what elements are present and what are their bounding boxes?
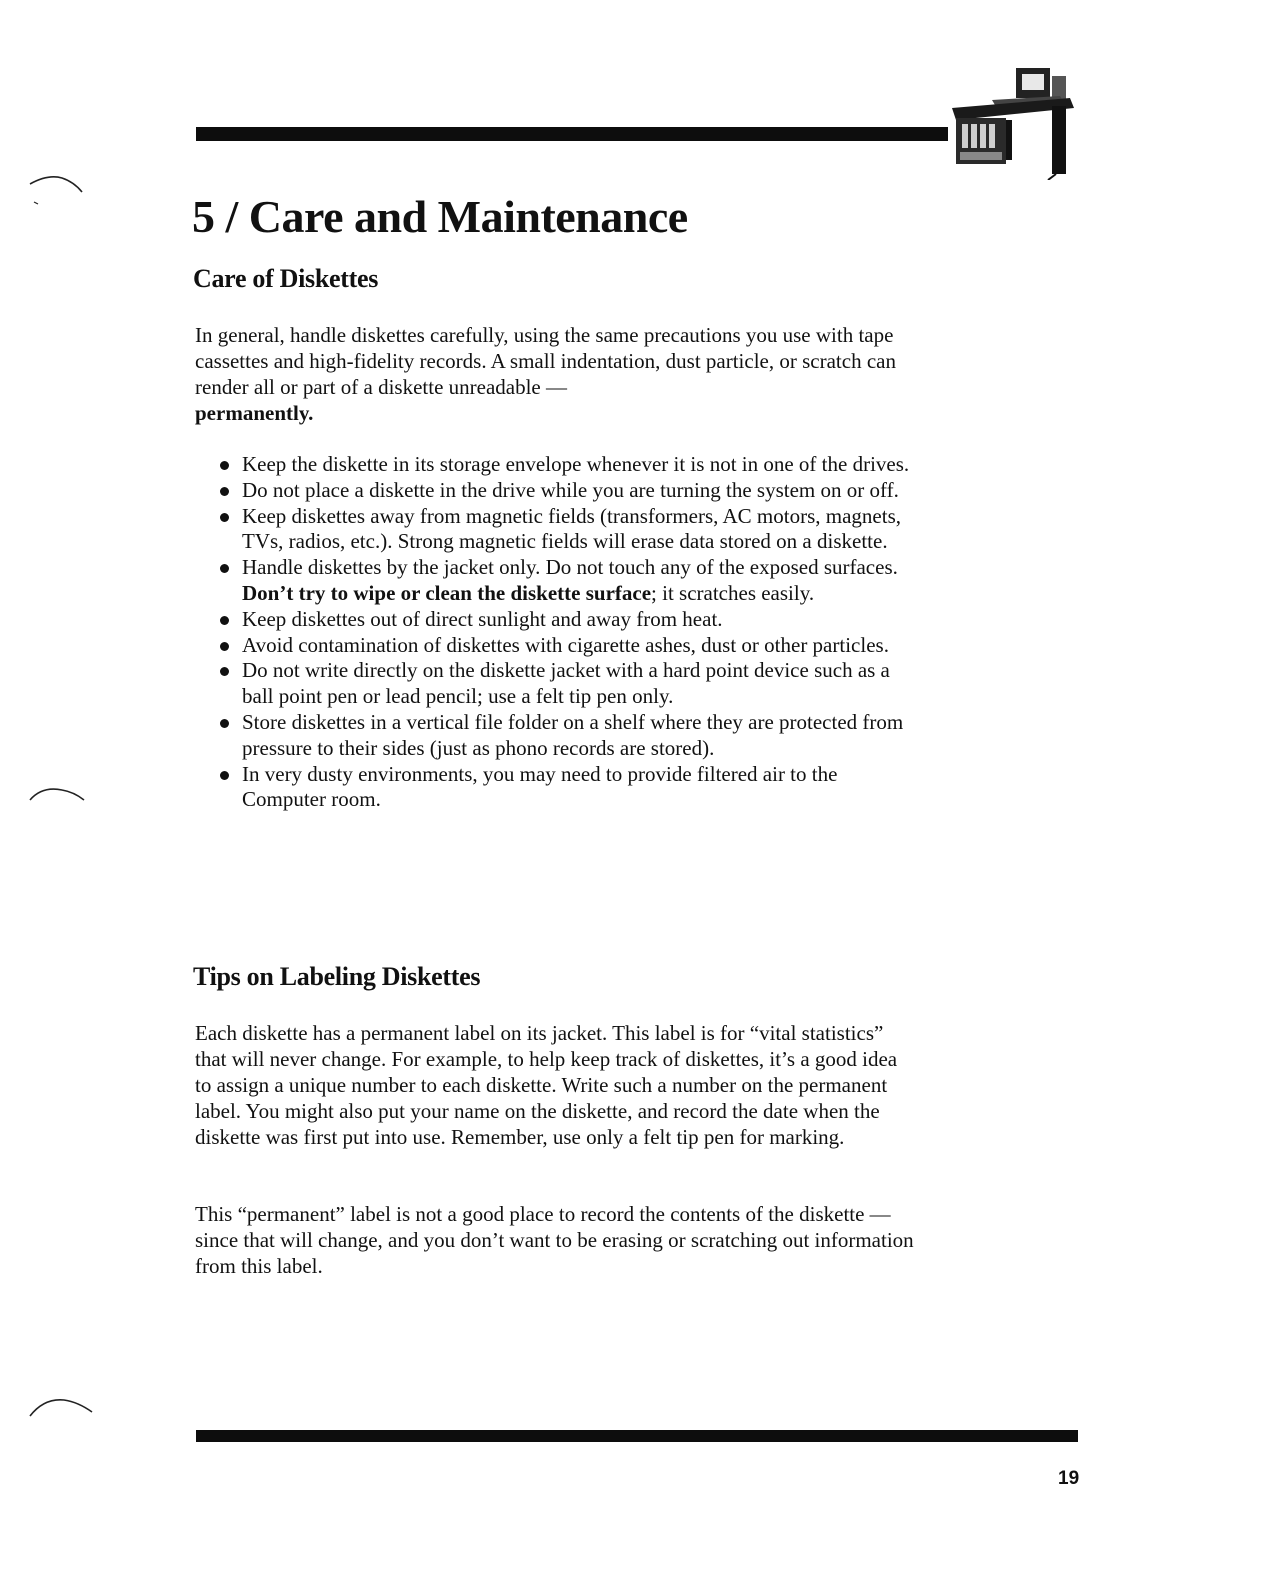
list-item-text: Do not write directly on the diskette jacket with a hard point device such as a ball point pen or lead pencil; use a felt tip pen only.	[242, 658, 890, 709]
list-item-text: Store diskettes in a vertical file folder on a shelf where they are protected from pressure to their sides (just as phono records are stored).	[242, 709, 904, 760]
margin-scribble	[28, 776, 98, 816]
bullet-icon	[220, 461, 229, 470]
margin-scribble	[28, 168, 98, 208]
list-item	[216, 452, 916, 478]
header-rule	[196, 127, 948, 141]
care-bullet-list	[216, 452, 916, 813]
bullet-icon	[220, 771, 229, 780]
list-item-text: Avoid contamination of diskettes with cigarette ashes, dust or other particles.	[242, 632, 889, 657]
list-item	[216, 633, 916, 659]
bullet-icon	[220, 487, 229, 496]
page-number: 19	[1058, 1468, 1080, 1489]
list-item-text: Keep diskettes away from magnetic fields (transformers, AC motors, magnets, TVs, radios, etc.). Strong magnetic fields will erase data stored on a diskette.	[242, 503, 901, 554]
care-intro-emphasis: permanently.	[195, 401, 314, 425]
computer-desk-icon	[948, 62, 1078, 180]
labeling-paragraph-1: Each diskette has a permanent label on its jacket. This label is for “vital statistics” that will never change. For example, to help keep track of diskettes, it’s a good idea to assign a unique number to each diskette. Write such a number on the permanent label. You might also put your name on the diskette, and record the date when the diskette was first put into use. Remember, use only a felt tip pen for marking.	[195, 1021, 898, 1149]
list-item	[216, 658, 916, 710]
list-item-text: Do not place a diskette in the drive while you are turning the system on or off.	[242, 477, 899, 502]
footer-rule	[196, 1430, 1078, 1442]
list-item	[216, 504, 916, 556]
section-heading-labeling: Tips on Labeling Diskettes	[193, 962, 481, 991]
care-intro-text: In general, handle diskettes carefully, using the same precautions you use with tape cassettes and high-fidelity records. A small indentation, dust particle, or scratch can render all or part of a diskette unreadable —	[195, 323, 896, 399]
care-intro-paragraph	[195, 322, 915, 426]
list-item	[216, 762, 916, 814]
bullet-icon	[220, 616, 229, 625]
bullet-icon	[220, 642, 229, 651]
bullet-icon	[220, 667, 229, 676]
list-item-text: In very dusty environments, you may need to provide filtered air to the Computer room.	[242, 761, 838, 812]
list-item	[216, 478, 916, 504]
list-item	[216, 710, 916, 762]
page-title: 5 / Care and Maintenance	[192, 191, 688, 242]
bullet-icon	[220, 564, 229, 573]
list-item-text-after: ; it scratches easily.	[651, 580, 815, 605]
bullet-icon	[220, 513, 229, 522]
list-item	[216, 607, 916, 633]
list-item-text: Keep the diskette in its storage envelope whenever it is not in one of the drives.	[242, 452, 910, 476]
list-item-emphasis: Don’t try to wipe or clean the diskette surface	[242, 580, 652, 605]
section-heading-care: Care of Diskettes	[193, 264, 379, 293]
labeling-paragraph-2: This “permanent” label is not a good place to record the contents of the diskette — since that will change, and you don’t want to be erasing or scratching out information from this label.	[195, 1202, 914, 1278]
margin-scribble	[28, 1388, 98, 1428]
list-item-text: Handle diskettes by the jacket only. Do not touch any of the exposed surfaces.	[242, 555, 898, 580]
list-item	[216, 555, 916, 607]
bullet-icon	[220, 719, 229, 728]
list-item-text: Keep diskettes out of direct sunlight and away from heat.	[242, 606, 723, 631]
